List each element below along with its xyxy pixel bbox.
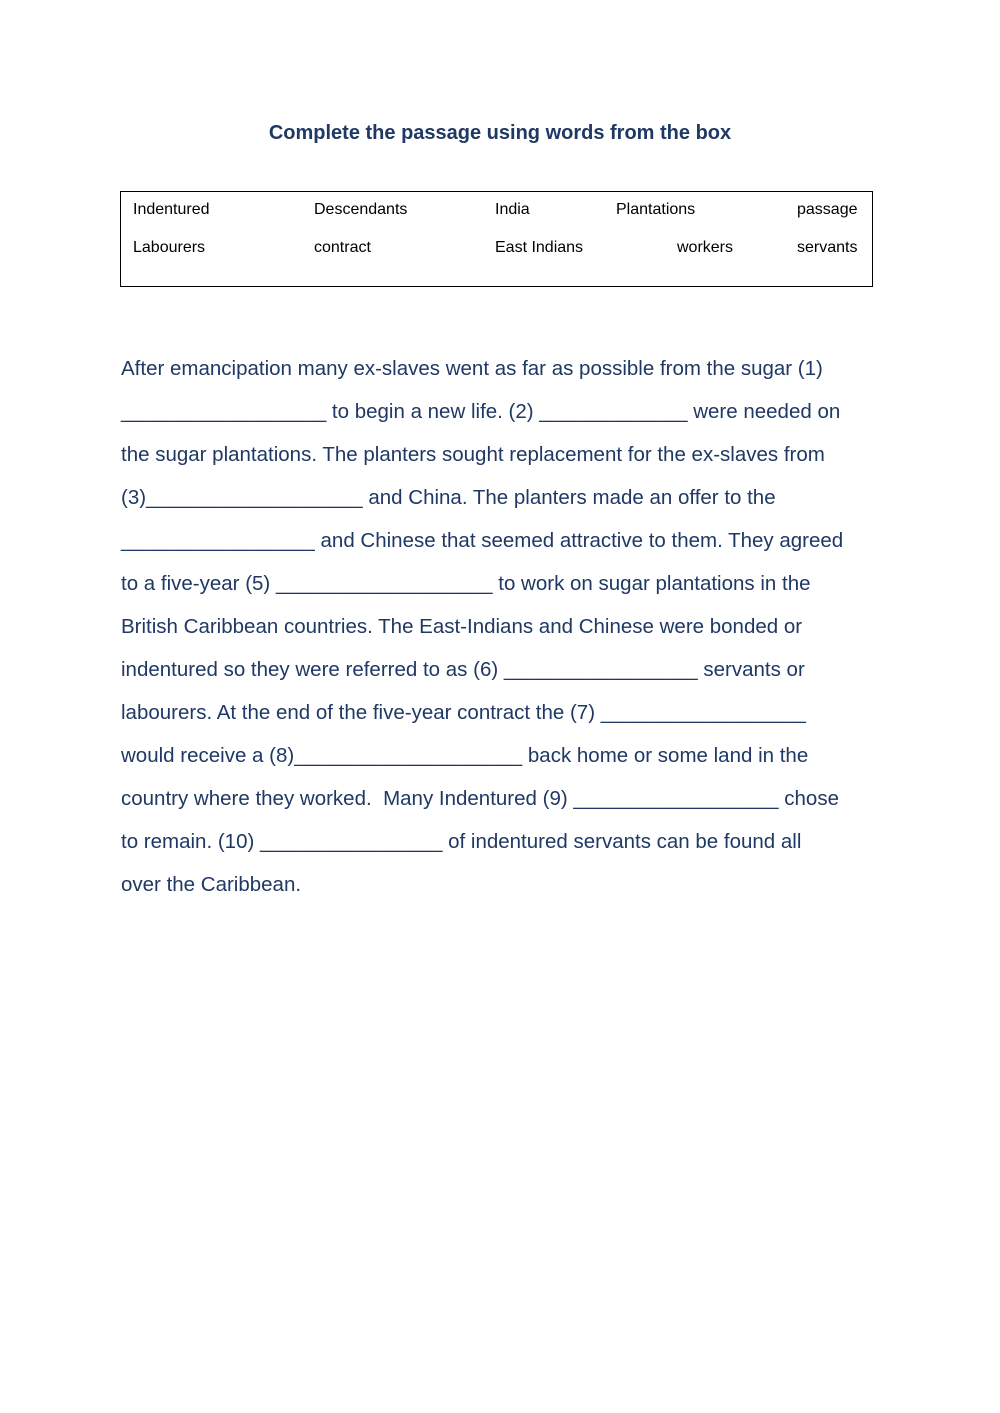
passage-line: to remain. (10) ________________ of indentured servants can be found all xyxy=(121,830,802,853)
page-title: Complete the passage using words from the box xyxy=(268,122,732,144)
passage-line: would receive a (8)____________________ back home or some land in the xyxy=(121,744,809,767)
word-bank-item: Labourers xyxy=(133,239,206,256)
passage-line: After emancipation many ex-slaves went as far as possible from the sugar (1) xyxy=(121,357,823,380)
word-bank-item: Descendants xyxy=(314,201,408,218)
passage-line: indentured so they were referred to as (6) _________________ servants or xyxy=(121,658,805,681)
passage-line: the sugar plantations. The planters sought replacement for the ex-slaves from xyxy=(121,443,825,466)
passage-line: British Caribbean countries. The East-Indians and Chinese were bonded or xyxy=(121,615,803,638)
word-bank-item: servants xyxy=(797,239,858,256)
word-bank-item: Indentured xyxy=(133,201,210,218)
word-bank-item: passage xyxy=(797,201,858,218)
passage-line: __________________ to begin a new life. (2) _____________ were needed on xyxy=(121,400,841,423)
word-bank-item: India xyxy=(495,201,530,218)
word-bank-item: Plantations xyxy=(616,201,696,218)
passage-line: _________________ and Chinese that seemed attractive to them. They agreed xyxy=(121,529,844,552)
passage-line: country where they worked. Many Indentured (9) __________________ chose xyxy=(121,787,839,810)
passage-line: to a five-year (5) ___________________ to work on sugar plantations in the xyxy=(121,572,811,595)
passage-line: labourers. At the end of the five-year contract the (7) __________________ xyxy=(121,701,806,724)
word-bank-box xyxy=(120,191,873,287)
word-bank-item: workers xyxy=(677,239,734,256)
passage-line: over the Caribbean. xyxy=(121,873,302,896)
word-bank-item: East Indians xyxy=(495,239,584,256)
word-bank-item: contract xyxy=(314,239,371,256)
passage-line: (3)___________________ and China. The planters made an offer to the xyxy=(121,486,776,509)
